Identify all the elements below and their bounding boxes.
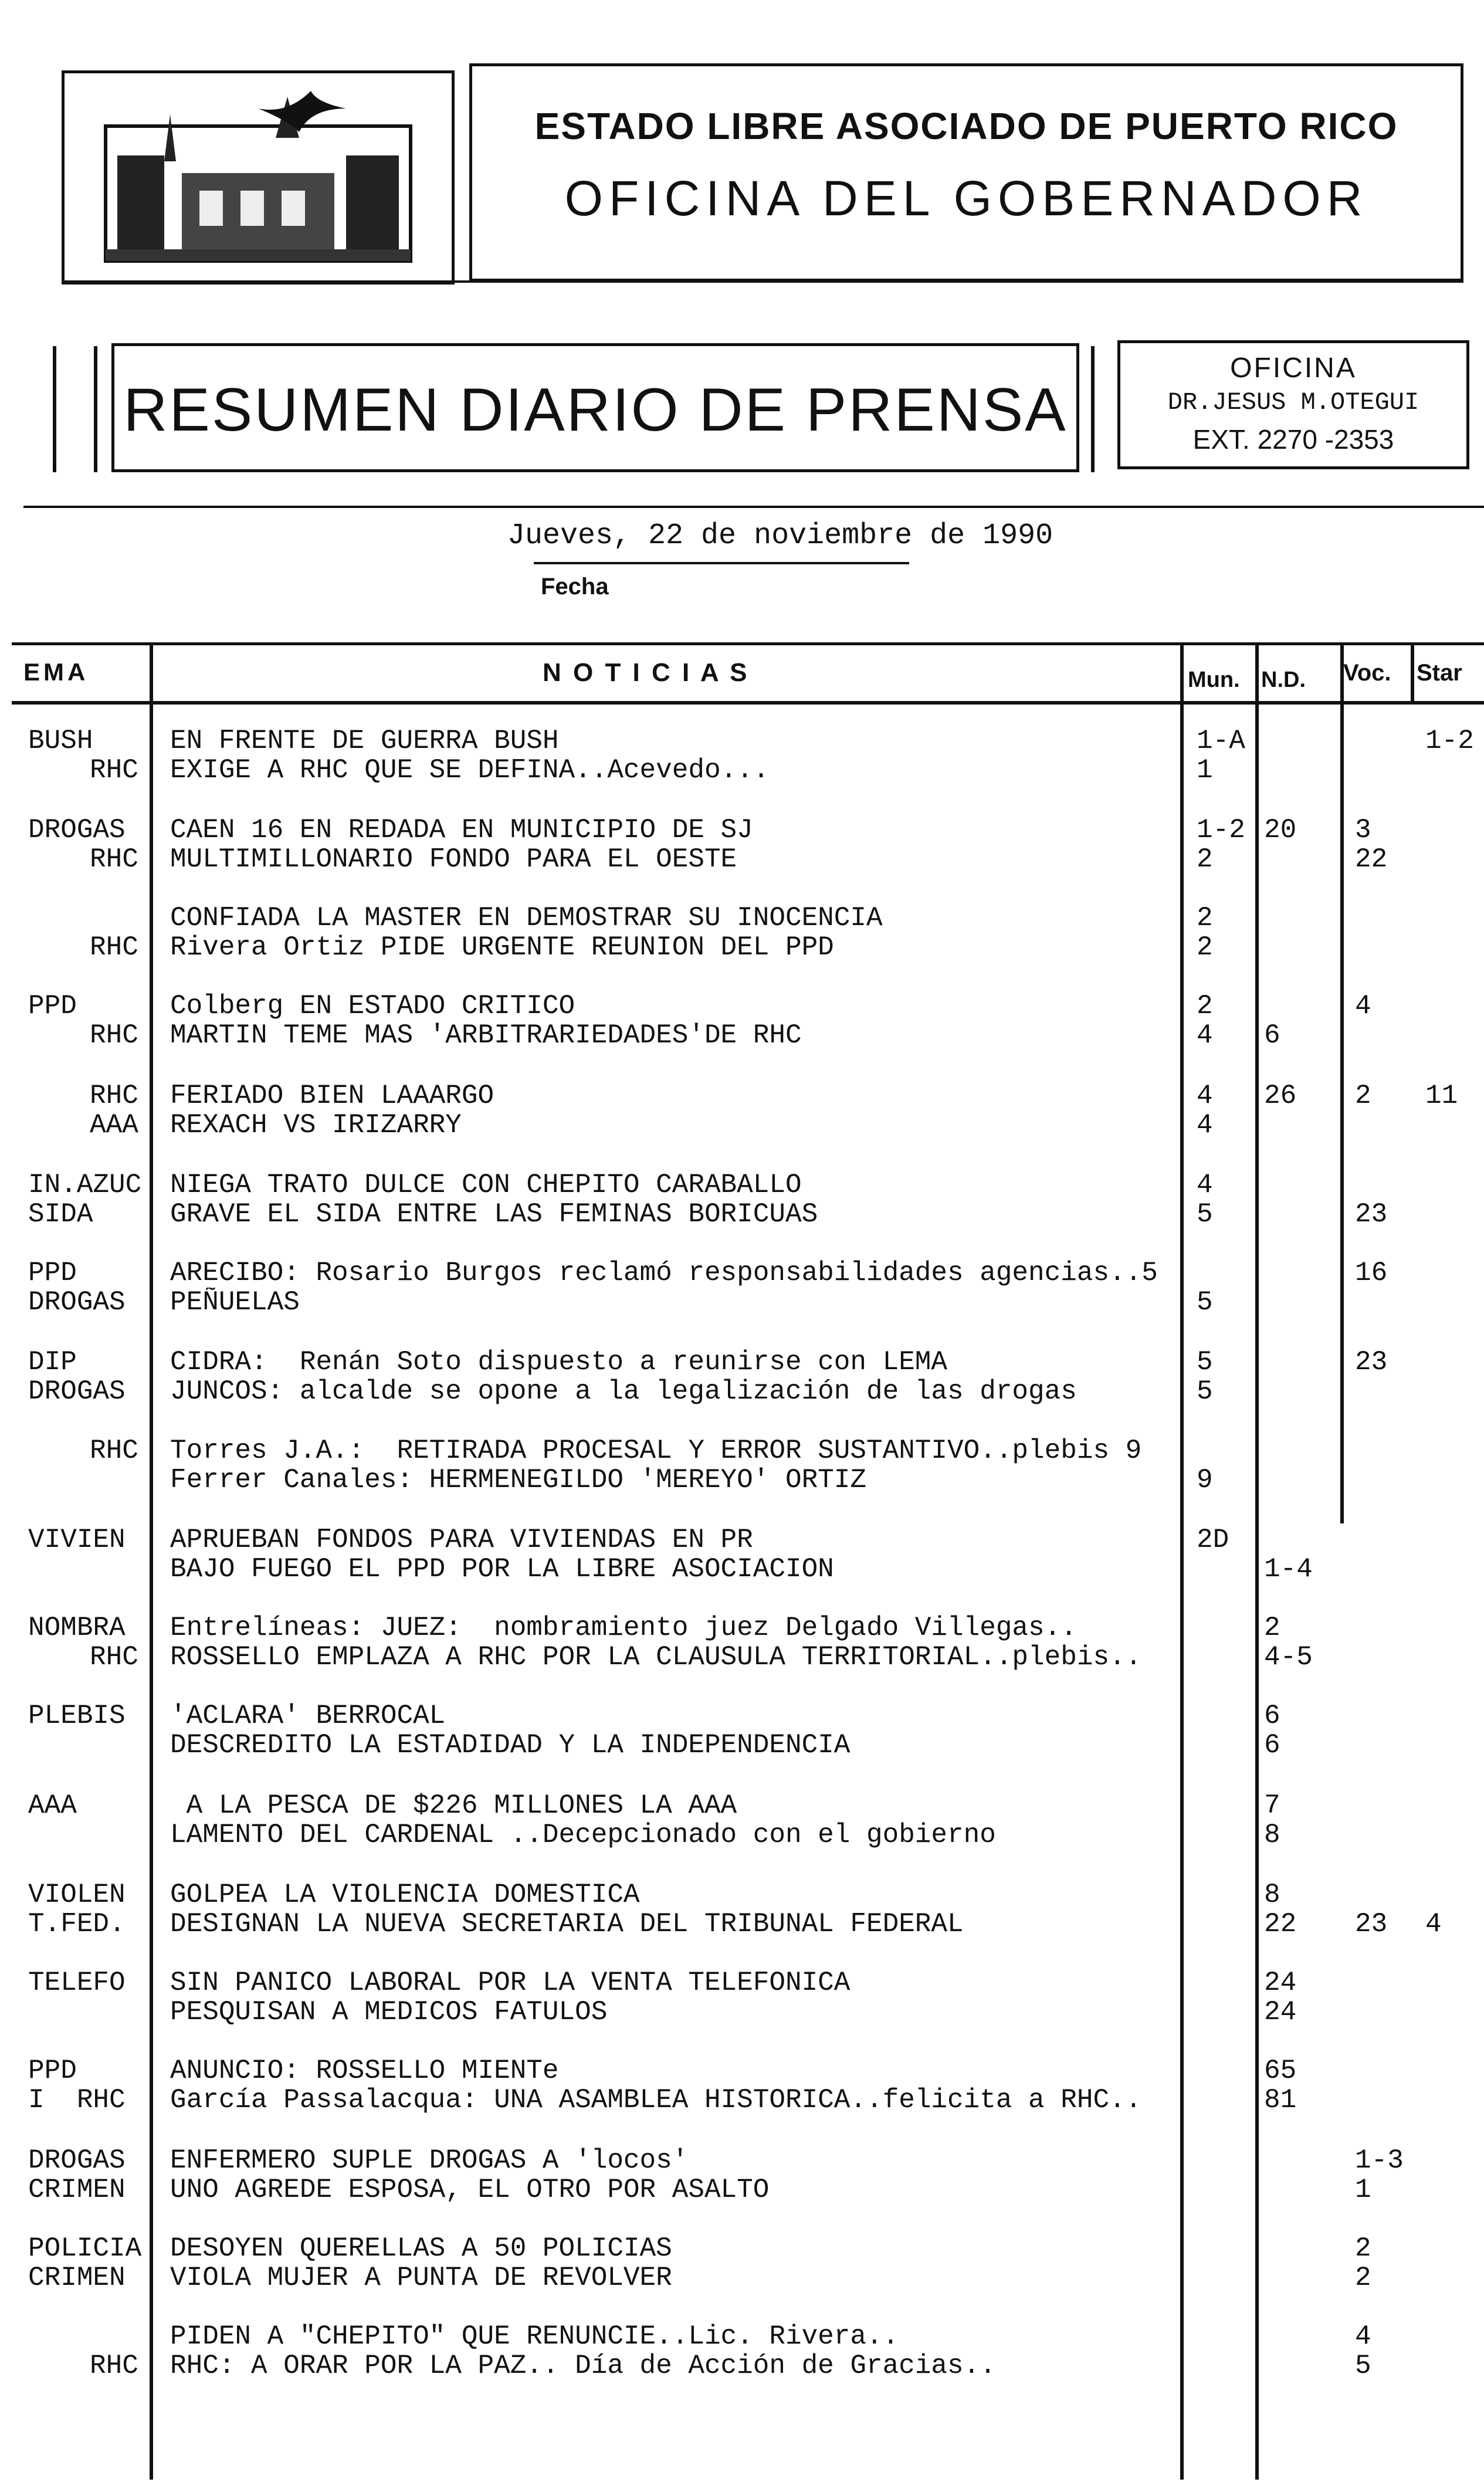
row-headline: García Passalacqua: UNA ASAMBLEA HISTORICA..felicita a RHC..	[170, 2085, 1142, 2115]
row-star: 4	[1425, 1909, 1442, 1939]
row-voc: 5	[1355, 2351, 1371, 2381]
row-nd: 22	[1264, 1909, 1297, 1939]
row-tema: RHC	[90, 933, 138, 962]
row-headline: EXIGE A RHC QUE SE DEFINA..Acevedo...	[170, 756, 770, 785]
col-header-tema: EMA	[23, 658, 89, 686]
row-tema: IN.AZUC	[28, 1170, 142, 1200]
row-nd: 6	[1264, 1730, 1280, 1760]
row-tema: RHC	[90, 1643, 138, 1672]
row-mun: 4	[1197, 1020, 1213, 1051]
col-divider-voc	[1340, 644, 1344, 1523]
row-headline: PEÑUELAS	[170, 1288, 300, 1317]
row-star: 1-2	[1425, 726, 1474, 756]
row-headline: Entrelíneas: JUEZ: nombramiento juez Delgado Villegas..	[170, 1613, 1077, 1643]
row-tema: AAA	[28, 1791, 77, 1820]
row-voc: 23	[1355, 1347, 1388, 1377]
office-line2: DR.JESUS M.OTEGUI	[1167, 388, 1419, 416]
banner-bar-left-1	[53, 346, 56, 472]
header-line1: ESTADO LIBRE ASOCIADO DE PUERTO RICO	[534, 105, 1398, 147]
row-tema: NOMBRA	[28, 1613, 126, 1643]
row-nd: 7	[1264, 1790, 1280, 1821]
row-mun: 1-A	[1197, 726, 1245, 756]
row-voc: 22	[1355, 844, 1388, 875]
banner-bar-left-2	[94, 346, 97, 472]
row-headline: JUNCOS: alcalde se opone a la legalización de las drogas	[170, 1377, 1077, 1406]
row-tema: AAA	[90, 1110, 138, 1140]
header-underline	[62, 280, 1463, 283]
row-nd: 6	[1264, 1701, 1280, 1731]
row-mun: 5	[1197, 1347, 1213, 1377]
row-headline: A LA PESCA DE $226 MILLONES LA AAA	[170, 1791, 737, 1820]
row-tema: POLICIA	[28, 2234, 142, 2263]
date-label: Fecha	[541, 574, 609, 600]
row-headline: APRUEBAN FONDOS PARA VIVIENDAS EN PR	[170, 1525, 753, 1555]
row-voc: 23	[1355, 1909, 1388, 1939]
row-headline: ARECIBO: Rosario Burgos reclamó responsabilidades agencias..5	[170, 1258, 1158, 1288]
row-nd: 24	[1264, 1968, 1297, 1998]
row-headline: VIOLA MUJER A PUNTA DE REVOLVER	[170, 2263, 672, 2292]
date-underline	[534, 562, 909, 564]
row-nd: 81	[1264, 2085, 1297, 2115]
table-header-line	[12, 701, 1484, 705]
row-headline: MULTIMILLONARIO FONDO PARA EL OESTE	[170, 845, 737, 874]
row-headline: ANUNCIO: ROSSELLO MIENTe	[170, 2056, 559, 2085]
col-divider-star	[1411, 644, 1414, 705]
col-header-voc: Voc.	[1343, 660, 1391, 686]
row-tema: VIVIEN	[28, 1525, 126, 1555]
date-value: Jueves, 22 de noviembre de 1990	[507, 519, 1053, 553]
row-tema: PPD	[28, 2056, 77, 2085]
row-voc: 23	[1355, 1199, 1388, 1230]
row-tema: PPD	[28, 1258, 77, 1288]
row-tema: VIOLEN	[28, 1880, 126, 1909]
row-headline: DESIGNAN LA NUEVA SECRETARIA DEL TRIBUNAL FEDERAL	[170, 1909, 964, 1939]
col-header-mun: Mun.	[1188, 668, 1240, 692]
row-tema: DROGAS	[28, 1377, 126, 1406]
row-headline: GOLPEA LA VIOLENCIA DOMESTICA	[170, 1880, 640, 1909]
row-tema: CRIMEN	[28, 2175, 126, 2204]
row-headline: Ferrer Canales: HERMENEGILDO 'MEREYO' ORTIZ	[170, 1465, 866, 1495]
row-headline: EN FRENTE DE GUERRA BUSH	[170, 726, 559, 756]
row-mun: 2	[1197, 903, 1213, 933]
row-tema: T.FED.	[28, 1909, 126, 1939]
banner-bar-right-1	[1091, 346, 1095, 472]
table-top-line	[12, 642, 1484, 645]
governor-mansion-seal-icon	[65, 73, 452, 282]
row-voc: 2	[1355, 1081, 1371, 1111]
row-tema: SIDA	[28, 1200, 93, 1229]
row-headline: LAMENTO DEL CARDENAL ..Decepcionado con el gobierno	[170, 1820, 996, 1850]
row-tema: CRIMEN	[28, 2263, 126, 2292]
row-headline: NIEGA TRATO DULCE CON CHEPITO CARABALLO	[170, 1170, 802, 1200]
row-nd: 2	[1264, 1613, 1280, 1643]
row-tema: PPD	[28, 991, 77, 1021]
office-line1: OFICINA	[1230, 353, 1357, 384]
row-voc: 1-3	[1355, 2145, 1404, 2176]
row-voc: 3	[1355, 815, 1371, 845]
row-headline: REXACH VS IRIZARRY	[170, 1110, 462, 1140]
row-mun: 5	[1197, 1376, 1213, 1407]
row-mun: 2	[1197, 991, 1213, 1021]
row-headline: Torres J.A.: RETIRADA PROCESAL Y ERROR SUSTANTIVO..plebis 9	[170, 1436, 1142, 1465]
row-headline: ENFERMERO SUPLE DROGAS A 'locos'	[170, 2146, 689, 2175]
row-nd: 24	[1264, 1997, 1297, 2027]
row-headline: SIN PANICO LABORAL POR LA VENTA TELEFONICA	[170, 1968, 851, 1997]
row-mun: 4	[1197, 1170, 1213, 1200]
row-headline: DESCREDITO LA ESTADIDAD Y LA INDEPENDENCIA	[170, 1731, 851, 1760]
row-headline: MARTIN TEME MAS 'ARBITRARIEDADES'DE RHC	[170, 1021, 802, 1050]
col-divider-mun	[1180, 644, 1184, 2480]
row-mun: 4	[1197, 1110, 1213, 1140]
row-nd: 20	[1264, 815, 1297, 845]
row-nd: 65	[1264, 2055, 1297, 2086]
col-header-star: Star	[1417, 660, 1462, 686]
row-headline: GRAVE EL SIDA ENTRE LAS FEMINAS BORICUAS	[170, 1200, 818, 1229]
row-headline: CAEN 16 EN REDADA EN MUNICIPIO DE SJ	[170, 815, 753, 845]
row-mun: 1-2	[1197, 815, 1245, 845]
row-tema: DROGAS	[28, 1288, 126, 1317]
row-headline: 'ACLARA' BERROCAL	[170, 1701, 446, 1731]
row-headline: UNO AGREDE ESPOSA, EL OTRO POR ASALTO	[170, 2175, 770, 2204]
row-voc: 2	[1355, 2263, 1371, 2293]
row-nd: 4-5	[1264, 1642, 1313, 1672]
row-headline: FERIADO BIEN LAAARGO	[170, 1081, 494, 1110]
row-nd: 8	[1264, 1880, 1280, 1910]
row-tema: TELEFO	[28, 1968, 126, 1997]
col-header-nd: N.D.	[1261, 668, 1306, 692]
row-tema: RHC	[90, 845, 138, 874]
row-mun: 2	[1197, 932, 1213, 963]
row-tema: RHC	[90, 1021, 138, 1050]
row-headline: PIDEN A "CHEPITO" QUE RENUNCIE..Lic. Rivera..	[170, 2322, 899, 2351]
row-tema: DROGAS	[28, 2146, 126, 2175]
row-nd: 6	[1264, 1020, 1280, 1051]
row-headline: PESQUISAN A MEDICOS FATULOS	[170, 1997, 608, 2027]
row-mun: 2	[1197, 844, 1213, 875]
col-divider-nd	[1255, 644, 1259, 2480]
row-voc: 4	[1355, 991, 1371, 1021]
row-headline: Colberg EN ESTADO CRITICO	[170, 991, 575, 1021]
banner-title: RESUMEN DIARIO DE PRENSA	[123, 376, 1068, 444]
row-mun: 5	[1197, 1199, 1213, 1230]
row-mun: 1	[1197, 755, 1213, 785]
row-headline: BAJO FUEGO EL PPD POR LA LIBRE ASOCIACION	[170, 1555, 834, 1584]
office-line3: EXT. 2270 -2353	[1192, 424, 1394, 455]
row-headline: CIDRA: Renán Soto dispuesto a reunirse con LEMA	[170, 1347, 948, 1377]
top-separator	[23, 506, 1484, 508]
row-voc: 1	[1355, 2175, 1371, 2205]
row-headline: RHC: A ORAR POR LA PAZ.. Día de Acción de Gracias..	[170, 2351, 996, 2380]
row-mun: 5	[1197, 1287, 1213, 1318]
row-mun: 2D	[1197, 1525, 1229, 1555]
row-tema: RHC	[90, 1436, 138, 1465]
row-voc: 2	[1355, 2233, 1371, 2264]
col-header-noticias: N O T I C I A S	[543, 658, 750, 687]
row-tema: RHC	[90, 756, 138, 785]
row-mun: 4	[1197, 1081, 1213, 1111]
row-headline: ROSSELLO EMPLAZA A RHC POR LA CLAUSULA TERRITORIAL..plebis..	[170, 1643, 1142, 1672]
row-tema: DROGAS	[28, 815, 126, 845]
row-nd: 1-4	[1264, 1554, 1313, 1584]
row-tema: PLEBIS	[28, 1701, 126, 1731]
row-tema: RHC	[90, 1081, 138, 1110]
row-nd: 26	[1264, 1081, 1297, 1111]
row-headline: DESOYEN QUERELLAS A 50 POLICIAS	[170, 2234, 672, 2263]
row-tema: I RHC	[28, 2085, 126, 2115]
row-nd: 8	[1264, 1820, 1280, 1850]
row-headline: Rivera Ortiz PIDE URGENTE REUNION DEL PPD	[170, 933, 834, 962]
row-voc: 16	[1355, 1258, 1388, 1288]
row-tema: BUSH	[28, 726, 93, 756]
row-voc: 4	[1355, 2321, 1371, 2352]
row-headline: CONFIADA LA MASTER EN DEMOSTRAR SU INOCENCIA	[170, 903, 883, 933]
row-tema: RHC	[90, 2351, 138, 2380]
row-mun: 9	[1197, 1465, 1213, 1495]
row-star: 11	[1425, 1081, 1458, 1110]
header-line2: OFICINA DEL GOBERNADOR	[564, 171, 1368, 226]
row-tema: DIP	[28, 1347, 77, 1377]
seal-frame	[62, 70, 455, 285]
